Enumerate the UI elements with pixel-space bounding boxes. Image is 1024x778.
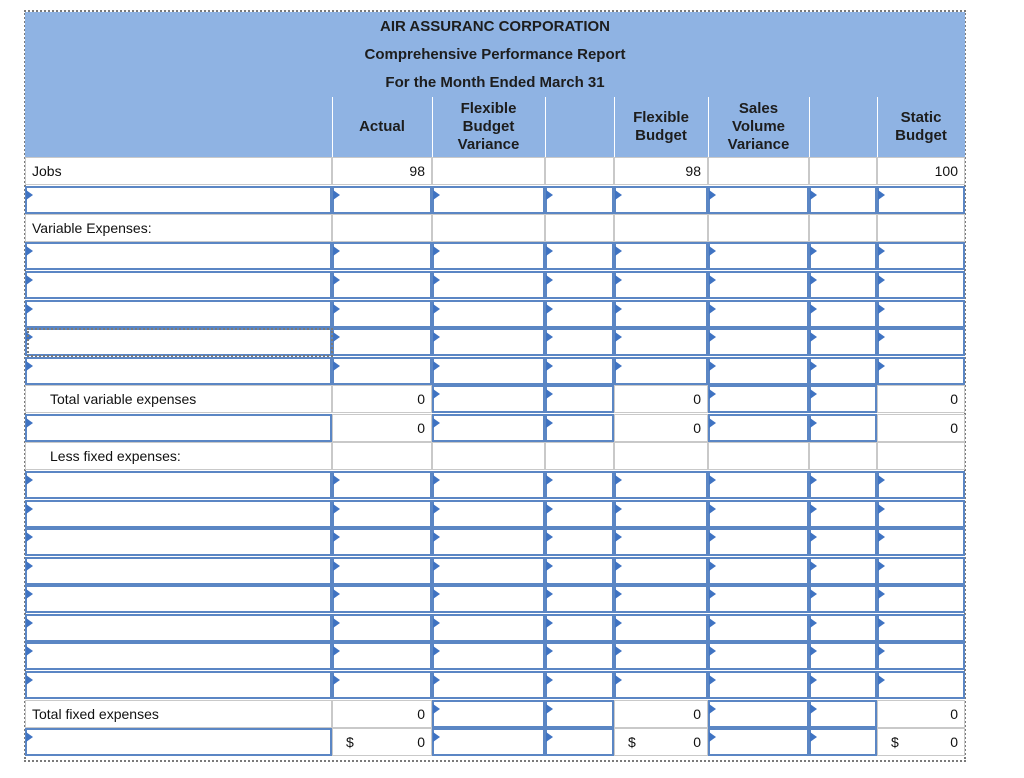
row2-blank-b-input[interactable] [809, 186, 877, 214]
row6-blank-a-input[interactable] [545, 300, 614, 328]
row11-sales-volume-variance-cell [708, 442, 809, 470]
row16-label-input[interactable] [25, 585, 332, 613]
row1-static-budget-cell: 100 [877, 157, 965, 185]
row11-flexible-budget-variance-cell [432, 442, 545, 470]
row8-label-input[interactable] [25, 357, 332, 385]
row15-blank-b-input[interactable] [809, 557, 877, 585]
row7-static-budget-input[interactable] [877, 328, 965, 356]
row9-label-cell: Total variable expenses [25, 385, 332, 413]
row2-static-budget-input[interactable] [877, 186, 965, 214]
row14-label-input[interactable] [25, 528, 332, 556]
row17-actual-input[interactable] [332, 614, 432, 642]
row10-sales-volume-variance-input[interactable] [708, 414, 809, 442]
row5-blank-b-input[interactable] [809, 271, 877, 299]
row10-static-budget-cell: 0 [877, 414, 965, 442]
row8-static-budget-input[interactable] [877, 357, 965, 385]
row16-static-budget-input[interactable] [877, 585, 965, 613]
row12-flexible-budget-input[interactable] [614, 471, 708, 499]
row15-actual-input[interactable] [332, 557, 432, 585]
row9-static-budget-cell: 0 [877, 385, 965, 413]
row17-blank-b-input[interactable] [809, 614, 877, 642]
row16-blank-a-input[interactable] [545, 585, 614, 613]
row4-actual-input[interactable] [332, 242, 432, 270]
row21-sales-volume-variance-input[interactable] [708, 728, 809, 756]
row7-flexible-budget-input[interactable] [614, 328, 708, 356]
row7-sales-volume-variance-input[interactable] [708, 328, 809, 356]
row15-flexible-budget-variance-input[interactable] [432, 557, 545, 585]
row20-flexible-budget-cell: 0 [614, 700, 708, 728]
net-value: 0 [417, 734, 425, 750]
row20-blank-b-input[interactable] [809, 700, 877, 728]
currency-symbol: $ [346, 734, 354, 750]
row5-flexible-budget-variance-input[interactable] [432, 271, 545, 299]
row12-blank-b-input[interactable] [809, 471, 877, 499]
row8-blank-b-input[interactable] [809, 357, 877, 385]
row4-label-input[interactable] [25, 242, 332, 270]
row11-static-budget-cell [877, 442, 965, 470]
company-name: AIR ASSURANC CORPORATION [25, 12, 965, 41]
row18-label-input[interactable] [25, 642, 332, 670]
row19-flexible-budget-input[interactable] [614, 671, 708, 699]
row19-flexible-budget-variance-input[interactable] [432, 671, 545, 699]
row1-flexible-budget-variance-cell [432, 157, 545, 185]
row5-blank-a-input[interactable] [545, 271, 614, 299]
row4-flexible-budget-variance-input[interactable] [432, 242, 545, 270]
row6-sales-volume-variance-input[interactable] [708, 300, 809, 328]
row16-blank-b-input[interactable] [809, 585, 877, 613]
row6-static-budget-input[interactable] [877, 300, 965, 328]
row21-static-budget-cell [877, 728, 965, 756]
row8-flexible-budget-input[interactable] [614, 357, 708, 385]
row10-actual-cell: 0 [332, 414, 432, 442]
row15-flexible-budget-input[interactable] [614, 557, 708, 585]
row4-sales-volume-variance-input[interactable] [708, 242, 809, 270]
row15-static-budget-input[interactable] [877, 557, 965, 585]
row4-static-budget-input[interactable] [877, 242, 965, 270]
row17-label-input[interactable] [25, 614, 332, 642]
row20-static-budget-cell: 0 [877, 700, 965, 728]
header-blank-2 [545, 97, 614, 157]
row19-blank-b-input[interactable] [809, 671, 877, 699]
row5-flexible-budget-input[interactable] [614, 271, 708, 299]
row19-static-budget-input[interactable] [877, 671, 965, 699]
currency-symbol: $ [628, 734, 636, 750]
row6-flexible-budget-input[interactable] [614, 300, 708, 328]
row3-sales-volume-variance-cell [708, 214, 809, 242]
header-sales-volume-variance: Sales Volume Variance [708, 97, 809, 157]
row16-flexible-budget-variance-input[interactable] [432, 585, 545, 613]
row20-flexible-budget-variance-input[interactable] [432, 700, 545, 728]
row16-flexible-budget-input[interactable] [614, 585, 708, 613]
row3-flexible-budget-cell [614, 214, 708, 242]
row15-sales-volume-variance-input[interactable] [708, 557, 809, 585]
row2-label-input[interactable] [25, 186, 332, 214]
row14-sales-volume-variance-input[interactable] [708, 528, 809, 556]
row8-actual-input[interactable] [332, 357, 432, 385]
row17-flexible-budget-input[interactable] [614, 614, 708, 642]
header-static-budget: Static Budget [877, 97, 965, 157]
row2-flexible-budget-variance-input[interactable] [432, 186, 545, 214]
row21-actual-cell [332, 728, 432, 756]
row20-actual-cell: 0 [332, 700, 432, 728]
row10-label-input[interactable] [25, 414, 332, 442]
row1-blank-b-cell [809, 157, 877, 185]
row3-static-budget-cell [877, 214, 965, 242]
row12-blank-a-input[interactable] [545, 471, 614, 499]
row19-blank-a-input[interactable] [545, 671, 614, 699]
row5-actual-input[interactable] [332, 271, 432, 299]
row3-actual-cell [332, 214, 432, 242]
row8-sales-volume-variance-input[interactable] [708, 357, 809, 385]
row21-blank-b-input[interactable] [809, 728, 877, 756]
row17-static-budget-input[interactable] [877, 614, 965, 642]
row11-label-cell: Less fixed expenses: [25, 442, 332, 470]
header-flexible-budget: Flexible Budget [614, 97, 708, 157]
row5-static-budget-input[interactable] [877, 271, 965, 299]
row13-blank-b-input[interactable] [809, 500, 877, 528]
row16-actual-input[interactable] [332, 585, 432, 613]
row18-sales-volume-variance-input[interactable] [708, 642, 809, 670]
net-value: 0 [693, 734, 701, 750]
row17-flexible-budget-variance-input[interactable] [432, 614, 545, 642]
row11-blank-a-cell [545, 442, 614, 470]
row15-label-input[interactable] [25, 557, 332, 585]
row6-actual-input[interactable] [332, 300, 432, 328]
header-actual: Actual [332, 97, 432, 157]
row1-flexible-budget-cell: 98 [614, 157, 708, 185]
row1-sales-volume-variance-cell [708, 157, 809, 185]
row13-sales-volume-variance-input[interactable] [708, 500, 809, 528]
row3-flexible-budget-variance-cell [432, 214, 545, 242]
row17-sales-volume-variance-input[interactable] [708, 614, 809, 642]
row18-actual-input[interactable] [332, 642, 432, 670]
row17-blank-a-input[interactable] [545, 614, 614, 642]
row21-flexible-budget-variance-input[interactable] [432, 728, 545, 756]
row21-label-input[interactable] [25, 728, 332, 756]
net-value: 0 [950, 734, 958, 750]
row13-label-input[interactable] [25, 500, 332, 528]
row13-static-budget-input[interactable] [877, 500, 965, 528]
row13-actual-input[interactable] [332, 500, 432, 528]
row2-sales-volume-variance-input[interactable] [708, 186, 809, 214]
row15-blank-a-input[interactable] [545, 557, 614, 585]
row6-flexible-budget-variance-input[interactable] [432, 300, 545, 328]
row19-sales-volume-variance-input[interactable] [708, 671, 809, 699]
row13-flexible-budget-variance-input[interactable] [432, 500, 545, 528]
row12-label-input[interactable] [25, 471, 332, 499]
row5-label-input[interactable] [25, 271, 332, 299]
row10-blank-a-input[interactable] [545, 414, 614, 442]
row16-sales-volume-variance-input[interactable] [708, 585, 809, 613]
currency-symbol: $ [891, 734, 899, 750]
row5-sales-volume-variance-input[interactable] [708, 271, 809, 299]
header-blank-3 [809, 97, 877, 157]
row13-flexible-budget-input[interactable] [614, 500, 708, 528]
row9-flexible-budget-cell: 0 [614, 385, 708, 413]
row14-blank-b-input[interactable] [809, 528, 877, 556]
row1-actual-cell: 98 [332, 157, 432, 185]
row12-flexible-budget-variance-input[interactable] [432, 471, 545, 499]
report-period: For the Month Ended March 31 [25, 68, 965, 98]
row1-label-cell: Jobs [25, 157, 332, 185]
row14-blank-a-input[interactable] [545, 528, 614, 556]
row11-flexible-budget-cell [614, 442, 708, 470]
report-title: Comprehensive Performance Report [25, 40, 965, 69]
row14-flexible-budget-input[interactable] [614, 528, 708, 556]
row3-blank-b-cell [809, 214, 877, 242]
row20-label-cell: Total fixed expenses [25, 700, 332, 728]
row7-flexible-budget-variance-input[interactable] [432, 328, 545, 356]
row9-sales-volume-variance-input[interactable] [708, 385, 809, 413]
row11-actual-cell [332, 442, 432, 470]
header-blank [25, 97, 332, 157]
row3-blank-a-cell [545, 214, 614, 242]
row6-label-input[interactable] [25, 300, 332, 328]
row1-blank-a-cell [545, 157, 614, 185]
row12-sales-volume-variance-input[interactable] [708, 471, 809, 499]
row18-flexible-budget-variance-input[interactable] [432, 642, 545, 670]
row10-flexible-budget-cell: 0 [614, 414, 708, 442]
row8-flexible-budget-variance-input[interactable] [432, 357, 545, 385]
row9-flexible-budget-variance-input[interactable] [432, 385, 545, 413]
row9-blank-b-input[interactable] [809, 385, 877, 413]
row20-sales-volume-variance-input[interactable] [708, 700, 809, 728]
row2-flexible-budget-input[interactable] [614, 186, 708, 214]
row19-actual-input[interactable] [332, 671, 432, 699]
row7-actual-input[interactable] [332, 328, 432, 356]
row19-label-input[interactable] [25, 671, 332, 699]
row21-blank-a-input[interactable] [545, 728, 614, 756]
row18-blank-b-input[interactable] [809, 642, 877, 670]
row2-actual-input[interactable] [332, 186, 432, 214]
row7-blank-a-input[interactable] [545, 328, 614, 356]
row13-blank-a-input[interactable] [545, 500, 614, 528]
row14-static-budget-input[interactable] [877, 528, 965, 556]
row4-blank-a-input[interactable] [545, 242, 614, 270]
row11-blank-b-cell [809, 442, 877, 470]
row21-flexible-budget-cell [614, 728, 708, 756]
header-flexible-budget-variance: Flexible Budget Variance [432, 97, 545, 157]
row12-actual-input[interactable] [332, 471, 432, 499]
row14-flexible-budget-variance-input[interactable] [432, 528, 545, 556]
row7-blank-b-input[interactable] [809, 328, 877, 356]
row9-actual-cell: 0 [332, 385, 432, 413]
row18-blank-a-input[interactable] [545, 642, 614, 670]
row9-blank-a-input[interactable] [545, 385, 614, 413]
row10-blank-b-input[interactable] [809, 414, 877, 442]
row4-blank-b-input[interactable] [809, 242, 877, 270]
row20-blank-a-input[interactable] [545, 700, 614, 728]
row3-label-cell: Variable Expenses: [25, 214, 332, 242]
row14-actual-input[interactable] [332, 528, 432, 556]
row2-blank-a-input[interactable] [545, 186, 614, 214]
row18-flexible-budget-input[interactable] [614, 642, 708, 670]
row10-flexible-budget-variance-input[interactable] [432, 414, 545, 442]
row8-blank-a-input[interactable] [545, 357, 614, 385]
row18-static-budget-input[interactable] [877, 642, 965, 670]
row12-static-budget-input[interactable] [877, 471, 965, 499]
row4-flexible-budget-input[interactable] [614, 242, 708, 270]
row6-blank-b-input[interactable] [809, 300, 877, 328]
focused-input-outline [27, 328, 333, 357]
